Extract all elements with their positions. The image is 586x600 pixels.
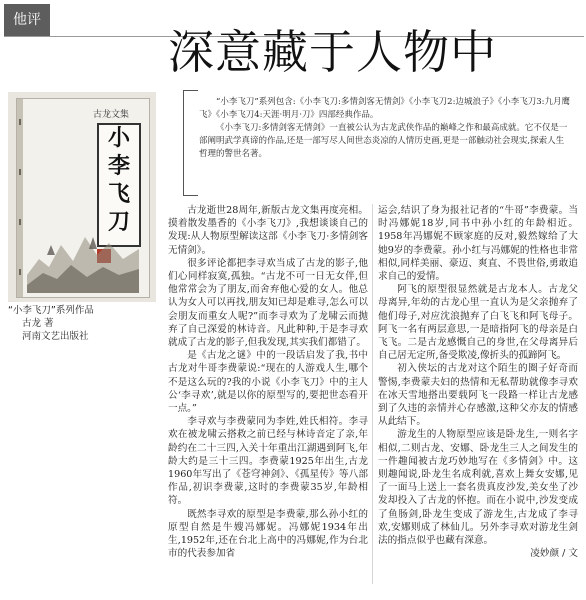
article-paragraph: 初入侠坛的古龙对这个陌生的圈子好奇而警惕,李费蒙夫妇的热情和无私帮助就像李寻欢在冰天雪地搭出要载阿飞一段路一样让古龙感到了久违的亲情并心存感激,这种父亦友的情感从此结下。 [378,363,578,428]
article-column-2 [378,204,578,560]
book-title-char: 飞 [107,182,130,207]
article-paragraph: 游龙生的人物原型应该是卧龙生,一则名字相似,二则古龙、安娜、卧龙生三人之间发生的一件趣闻被古龙巧妙地写在《多情剑》中。这则趣闻说,卧龙生名成利就,喜欢上舞女安娜,见了一面马上送上一套名贵真皮沙发,美女坐了沙发却投入了古龙的怀抱。而在小说中,沙发变成了鱼肠剑,卧龙生变成了游龙生,古龙成了李寻欢,安娜则成了林仙儿。另外李寻欢对游龙生剑法的指点似乎也藏有深意。 [378,429,578,547]
book-title-char: 刀 [107,210,130,235]
image-caption [8,304,168,343]
lead-text [199,96,571,161]
book-title-char: 李 [107,154,130,179]
book-title-char: 小 [107,126,130,151]
lead-paragraph: 《小李飞刀:多情剑客无情剑》一直被公认为古龙武侠作品的巅峰之作和最高成就。它不仅是一部阐明武学真谛的作品,还是一部写尽人间世态炎凉的人情历史画,更是一部触动社会现实,探索人生哲理的警世名著。 [199,123,568,159]
book-cover-image [8,92,156,302]
stitch-mark [19,169,21,175]
stitch-mark [19,119,21,125]
section-tag: 他评 [4,4,50,36]
book-cover [16,98,150,298]
book-series-label: 古龙文集 [93,110,130,120]
article-column-1 [168,204,368,560]
headline: 深意藏于人物中 [168,25,497,79]
caption-author: 古龙 著 [22,318,54,329]
lead-bracket [183,90,198,196]
article-paragraph: 是《古龙之谜》中的一段话启发了我,书中古龙对牛哥李费蒙说:“现在的人游戏人生,哪个不是这么玩的?我的小说《小李飞刀》中的主人公‘李寻欢’,就是以你的原型写的,要把世态看开一点。” [168,350,368,415]
article-paragraph: 古龙逝世28周年,新版古龙文集再度亮相。摸着散发墨香的《小李飞刀》,我想谈谈自己的发现:从人物原型解读这部《小李飞刀·多情剑客无情剑》。 [168,205,368,256]
byline: 凌妙颜 / 文 [530,548,578,560]
landscape-painting [27,215,139,293]
article-paragraph: 运会,结识了身为报社记者的“牛哥”李费蒙。当时冯娜妮18岁,同书中孙小红的年龄相近。1958年冯娜妮不顾家庭的反对,毅然嫁给了大她9岁的李费蒙。孙小红与冯娜妮的性格也非常相似,同样美丽、豪迈、爽直、不畏世俗,勇敢追求自己的爱情。 [378,205,578,283]
article-paragraph: 既然李寻欢的原型是李费蒙,那么孙小红的原型自然是牛嫂冯娜妮。冯娜妮1934年出生,1952年,还在台北上高中的冯娜妮,作为台北市的代表参加省 [168,508,368,560]
lead-box [183,90,578,196]
article-paragraph: 阿飞的原型很显然就是古龙本人。古龙父母离异,年幼的古龙心里一直认为是父亲抛弃了他们母子,对应沈浪抛弃了白飞飞和阿飞母子。阿飞一名有两层意思,一是暗指阿飞的母亲是白飞飞。二是古龙感慨自己的身世,在父母离异后自己居无定所,备受欺凌,像折头的孤蹄阿飞。 [378,284,578,362]
caption-series: “小李飞刀”系列作品 [8,305,94,316]
caption-publisher: 河南文艺出版社 [22,331,89,342]
article-paragraph: 很多评论都把李寻欢当成了古龙的影子,他们心同样寂寞,孤独。“古龙不可一日无女伴,但他常常会为了朋友,而舍弃他心爱的女人。他总认为女人可以再找,朋友知已却是难寻,怎么可以会朋友而重女人呢?”而李寻欢为了龙啸云而抛弃了自己深爱的林诗音。凡此种种,于是李寻欢就成了古龙的影子,但我发现,其实我们都错了。 [168,257,368,349]
stitch-mark [19,219,21,225]
stitch-mark [19,269,21,275]
article-paragraph: 李寻欢与李费蒙同为李姓,姓氏相符。李寻欢在被龙啸云搭救之前已经与林诗音定了亲,年龄约在二十三四,入关十年重出江湖遇到阿飞,年龄大约是三十三四。李费蒙1925年出生,古龙1960年写出了《苍穹神剑》、《孤星传》等八部作品,初识李费蒙,这时的李费蒙35岁,年龄相符。 [168,416,368,507]
book-spine [17,99,23,297]
column-divider [372,204,373,584]
lead-paragraph: “小李飞刀”系列包含:《小李飞刀:多情剑客无情剑》《小李飞刀2:边城浪子》《小李飞刀3:九月鹰飞》《小李飞刀4:天涯·明月·刀》四部经典作品。 [199,97,570,120]
